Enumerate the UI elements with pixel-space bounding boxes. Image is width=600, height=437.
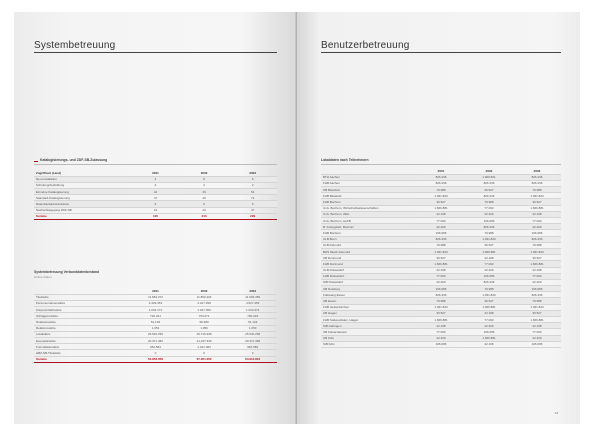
row-label: FHB Bochum xyxy=(321,199,417,205)
cell-value: 0 xyxy=(131,350,180,356)
total-label: Summe xyxy=(34,356,131,362)
cell-value: 0 xyxy=(180,350,229,356)
cell-value: 826.336 xyxy=(417,174,465,180)
cell-value: 106.686 xyxy=(513,341,561,347)
total-value: 213 xyxy=(180,213,229,219)
row-label: FHB Gelsenkirchen xyxy=(321,304,417,310)
row-label: FHB Düsseldorf xyxy=(321,273,417,279)
cell-value: 106.686 xyxy=(513,286,561,292)
table1-caption: Katalogisierungs- und ZDF-SB-Zulassung xyxy=(40,158,108,162)
cell-value: 1.050 xyxy=(180,325,229,331)
cell-value: 42.198 xyxy=(513,323,561,329)
cell-value: 20.371.382 xyxy=(228,338,277,344)
cell-value: 1.666.881 xyxy=(513,205,561,211)
cell-value: 42.198 xyxy=(513,211,561,217)
cell-value: 36.527 xyxy=(513,255,561,261)
cell-value: 51.143 xyxy=(228,319,277,325)
verbund-table xyxy=(34,288,277,363)
cell-value: 77.093 xyxy=(465,261,513,267)
row-label: Relationssätze xyxy=(34,325,131,331)
cell-value: 42.400 xyxy=(465,211,513,217)
total-row xyxy=(34,213,277,219)
cell-value: 826.336 xyxy=(465,180,513,186)
cell-value: 79.988 xyxy=(465,286,513,292)
row-label: Nachschlagegang ZDF-SB xyxy=(34,207,131,213)
cell-value: 77.093 xyxy=(513,329,561,335)
cell-value: 1.666.881 xyxy=(513,317,561,323)
row-label: HBZ-SB-Titelsätze xyxy=(34,350,131,356)
cell-value: 981.583 xyxy=(131,344,180,350)
cell-value: 8 xyxy=(180,176,229,182)
row-label: Fremddatensätze xyxy=(34,344,131,350)
row-label: FHB Dortmund xyxy=(321,261,417,267)
cell-value: 79.988 xyxy=(465,230,513,236)
cell-value: 106.686 xyxy=(465,329,513,335)
cell-value: 1.666.881 xyxy=(417,205,465,211)
cell-value: 1.053 xyxy=(228,325,277,331)
cell-value: 1.931.820 xyxy=(417,193,465,199)
total-value: 229 xyxy=(228,213,277,219)
cell-value: 36.527 xyxy=(417,310,465,316)
cell-value: 40 xyxy=(180,207,229,213)
table2-subcaption: Online-Daten xyxy=(34,275,52,279)
cell-value: 36.527 xyxy=(417,255,465,261)
row-label: UB Bielefeld xyxy=(321,187,417,193)
cell-value: 106.686 xyxy=(417,341,465,347)
row-label: UB Kaiserslautern xyxy=(321,329,417,335)
row-label: UB Essen xyxy=(321,298,417,304)
cell-value: 36.527 xyxy=(465,242,513,248)
cell-value: 79.988 xyxy=(513,187,561,193)
cell-value: 106.686 xyxy=(417,286,465,292)
cell-value: 42.400 xyxy=(465,323,513,329)
cell-value: 826.336 xyxy=(513,174,561,180)
cell-value: 4.329.453 xyxy=(131,300,180,306)
cell-value: 79.988 xyxy=(513,242,561,248)
cell-value: 1.006.821 xyxy=(465,174,513,180)
brochure-spread xyxy=(14,12,580,424)
cell-value: 4.527.453 xyxy=(228,300,277,306)
cell-value: 26.710.948 xyxy=(180,331,229,337)
row-label: StB Hattingen xyxy=(321,323,417,329)
cell-value: 106.686 xyxy=(465,218,513,224)
cell-value: 1.666.881 xyxy=(417,317,465,323)
cell-value: 826.336 xyxy=(513,236,561,242)
row-label: Neu-Installation xyxy=(34,176,131,182)
row-label: Univ. Bochum, Wirtschaftswissenschaften xyxy=(321,205,417,211)
cell-value: 42.400 xyxy=(417,279,465,285)
cell-value: 77.093 xyxy=(513,218,561,224)
cell-value: 5 xyxy=(228,201,277,207)
row-label: UB Köln xyxy=(321,335,417,341)
cell-value: 826.336 xyxy=(417,236,465,242)
row-label: BHS Musik Detmold xyxy=(321,248,417,254)
cell-value: 42.198 xyxy=(465,310,513,316)
row-label: Exemplarsätze xyxy=(34,338,131,344)
column-header: 2001 xyxy=(131,288,180,294)
row-label: Körperschaftssätze xyxy=(34,307,131,313)
row-label: FHB Südwestfalen, Hagen xyxy=(321,317,417,323)
left-page xyxy=(14,12,297,424)
cell-value: 826.336 xyxy=(513,292,561,298)
cell-value: 77.093 xyxy=(465,205,513,211)
row-label: BTH Aachen xyxy=(321,174,417,180)
row-label: ULB Düsseldorf xyxy=(321,267,417,273)
cell-value: 49 xyxy=(180,195,229,201)
cell-value: 42.400 xyxy=(513,279,561,285)
cell-value: 106.686 xyxy=(465,273,513,279)
total-value: 120 xyxy=(131,213,180,219)
cell-value: 36.527 xyxy=(417,199,465,205)
cell-value: 1.666.881 xyxy=(417,261,465,267)
row-label: Schlagwortsätze xyxy=(34,313,131,319)
cell-value: 1.034.174 xyxy=(131,307,180,313)
row-label: B. Kolingplatz, Bochum xyxy=(321,224,417,230)
table2-caption: Systembetreuung Verbunddatenbestand xyxy=(34,270,100,274)
cell-value: 49 xyxy=(180,189,229,195)
cell-value: 79.988 xyxy=(417,187,465,193)
cell-value: 36.527 xyxy=(513,310,561,316)
row-label: Schulung/Ausbildung xyxy=(34,182,131,188)
cell-value: 20.371.382 xyxy=(131,338,180,344)
row-label: StB Düsseldorf xyxy=(321,279,417,285)
cell-value: 79.988 xyxy=(417,298,465,304)
row-label: Folkwang Essen xyxy=(321,292,417,298)
cell-value: 4 xyxy=(131,176,180,182)
row-label: Datenbankadministration xyxy=(34,201,131,207)
row-label: ULB Detmold xyxy=(321,242,417,248)
cell-value: 1.034.974 xyxy=(228,307,277,313)
cell-value: 1.666.881 xyxy=(465,335,513,341)
cell-value: 106.686 xyxy=(513,230,561,236)
cell-value: 1.053 xyxy=(131,325,180,331)
row-label: Univ. Bochum, ZEG xyxy=(321,211,417,217)
cell-value: 42.198 xyxy=(513,267,561,273)
katalog-table xyxy=(34,170,277,220)
cell-value: 51.193 xyxy=(131,319,180,325)
cell-value: 25.540.256 xyxy=(131,331,180,337)
cell-value: 42.400 xyxy=(417,335,465,341)
row-label: FHB Aachen xyxy=(321,180,417,186)
row-label: Personennamensätze xyxy=(34,300,131,306)
lokaldaten-table xyxy=(321,168,561,348)
accent-marker xyxy=(34,161,38,162)
cell-value: 1.931.820 xyxy=(513,248,561,254)
cell-value: 25.540.256 xyxy=(228,331,277,337)
cell-value: 790.224 xyxy=(228,313,277,319)
total-label: Summe xyxy=(34,213,131,219)
row-label: StB Köln xyxy=(321,341,417,347)
row-label: Standard-Katalogisierung xyxy=(34,195,131,201)
cell-value: 1.666.881 xyxy=(465,248,513,254)
cell-value: 1.047.056 xyxy=(180,307,229,313)
cell-value: 753.671 xyxy=(180,313,229,319)
table3-caption: Lokaldaten nach Teilnehmern xyxy=(321,158,369,162)
cell-value: 5 xyxy=(180,201,229,207)
cell-value: 6 xyxy=(228,176,277,182)
row-label: Einzelne Katalogisierung xyxy=(34,189,131,195)
row-label: Lokalsätze xyxy=(34,331,131,337)
right-page-title: Benutzerbetreuung xyxy=(321,40,410,51)
row-label: Univ. Bochum, HoFB xyxy=(321,218,417,224)
row-label: FHB Bochum xyxy=(321,230,417,236)
cell-value: 1.931.820 xyxy=(417,304,465,310)
cell-value: 36.527 xyxy=(465,298,513,304)
cell-value: 1.931.820 xyxy=(465,236,513,242)
cell-value: 54 xyxy=(228,189,277,195)
cell-value: 11.869.404 xyxy=(180,294,229,300)
cell-value: 1.931.820 xyxy=(513,304,561,310)
row-label: Titelsätze xyxy=(34,294,131,300)
column-header: 2001 xyxy=(131,170,180,176)
column-header: 2002 xyxy=(180,288,229,294)
row-label: Notationssätze xyxy=(34,319,131,325)
cell-value: 1.012.383 xyxy=(180,344,229,350)
right-page xyxy=(297,12,580,424)
left-page-title: Systembetreuung xyxy=(34,40,116,51)
row-label: UB Hagen xyxy=(321,310,417,316)
page-number: 13 xyxy=(554,411,558,415)
cell-value: 19 xyxy=(131,207,180,213)
column-header: 2001 xyxy=(417,168,465,174)
title-rule xyxy=(321,52,561,53)
cell-value: 77.093 xyxy=(465,317,513,323)
cell-value: 77.093 xyxy=(417,329,465,335)
cell-value: 5 xyxy=(131,201,180,207)
title-rule xyxy=(34,52,277,53)
cell-value: 2 xyxy=(228,182,277,188)
cell-value: 11.864.372 xyxy=(131,294,180,300)
cell-value: 2 xyxy=(180,182,229,188)
cell-value: 77.093 xyxy=(513,273,561,279)
cell-value: 36.527 xyxy=(513,199,561,205)
cell-value: 1.931.820 xyxy=(513,193,561,199)
cell-value: 47 xyxy=(131,195,180,201)
column-header: 2003 xyxy=(513,168,561,174)
cell-value: 21.237.943 xyxy=(180,338,229,344)
cell-value: 58.280 xyxy=(180,319,229,325)
cell-value: 42.198 xyxy=(417,323,465,329)
cell-value: 79.988 xyxy=(465,199,513,205)
row-label: UB Duisburg xyxy=(321,286,417,292)
cell-value: 1.931.820 xyxy=(417,248,465,254)
cell-value: 106.686 xyxy=(417,230,465,236)
cell-value: 42.198 xyxy=(417,211,465,217)
cell-value: 79.988 xyxy=(513,298,561,304)
cell-value: 726.221 xyxy=(131,313,180,319)
cell-value: 42.400 xyxy=(513,224,561,230)
table-row xyxy=(321,341,561,347)
cell-value: 42 xyxy=(131,189,180,195)
cell-value: 0 xyxy=(228,350,277,356)
cell-value: 42.198 xyxy=(417,267,465,273)
cell-value: 36.527 xyxy=(465,187,513,193)
cell-value: 42.198 xyxy=(465,341,513,347)
cell-value: 826.336 xyxy=(513,180,561,186)
column-header: Zugriffsart (Land) xyxy=(34,170,131,176)
cell-value: 1.931.820 xyxy=(465,292,513,298)
column-header: 2002 xyxy=(180,170,229,176)
cell-value: 11.936.359 xyxy=(228,294,277,300)
total-value: 64.952.056 xyxy=(131,356,180,362)
cell-value: 42.400 xyxy=(417,224,465,230)
column-header: 2003 xyxy=(228,288,277,294)
row-label: UB Dortmund xyxy=(321,255,417,261)
cell-value: 1.666.881 xyxy=(465,304,513,310)
cell-value: 77.093 xyxy=(417,218,465,224)
cell-value: 826.336 xyxy=(465,224,513,230)
cell-value: 73 xyxy=(228,195,277,201)
column-header: 2002 xyxy=(465,168,513,174)
cell-value: 1.666.881 xyxy=(513,261,561,267)
cell-value: 826.336 xyxy=(465,193,513,199)
cell-value: 42.400 xyxy=(465,267,513,273)
cell-value: 42.198 xyxy=(465,255,513,261)
cell-value: 826.336 xyxy=(417,180,465,186)
total-value: 64.912.816 xyxy=(228,356,277,362)
cell-value: 4.427.398 xyxy=(180,300,229,306)
row-label: ULB Bonn xyxy=(321,236,417,242)
cell-value: 47 xyxy=(228,207,277,213)
total-row xyxy=(34,356,277,362)
cell-value: 42.400 xyxy=(513,335,561,341)
cell-value: 79.988 xyxy=(417,242,465,248)
cell-value: 3 xyxy=(131,182,180,188)
column-header: 2003 xyxy=(228,170,277,176)
cell-value: 77.093 xyxy=(417,273,465,279)
total-value: 67.351.052 xyxy=(180,356,229,362)
cell-value: 826.336 xyxy=(417,292,465,298)
cell-value: 826.336 xyxy=(465,279,513,285)
row-label: FHB Bielefeld xyxy=(321,193,417,199)
cell-value: 981.583 xyxy=(228,344,277,350)
